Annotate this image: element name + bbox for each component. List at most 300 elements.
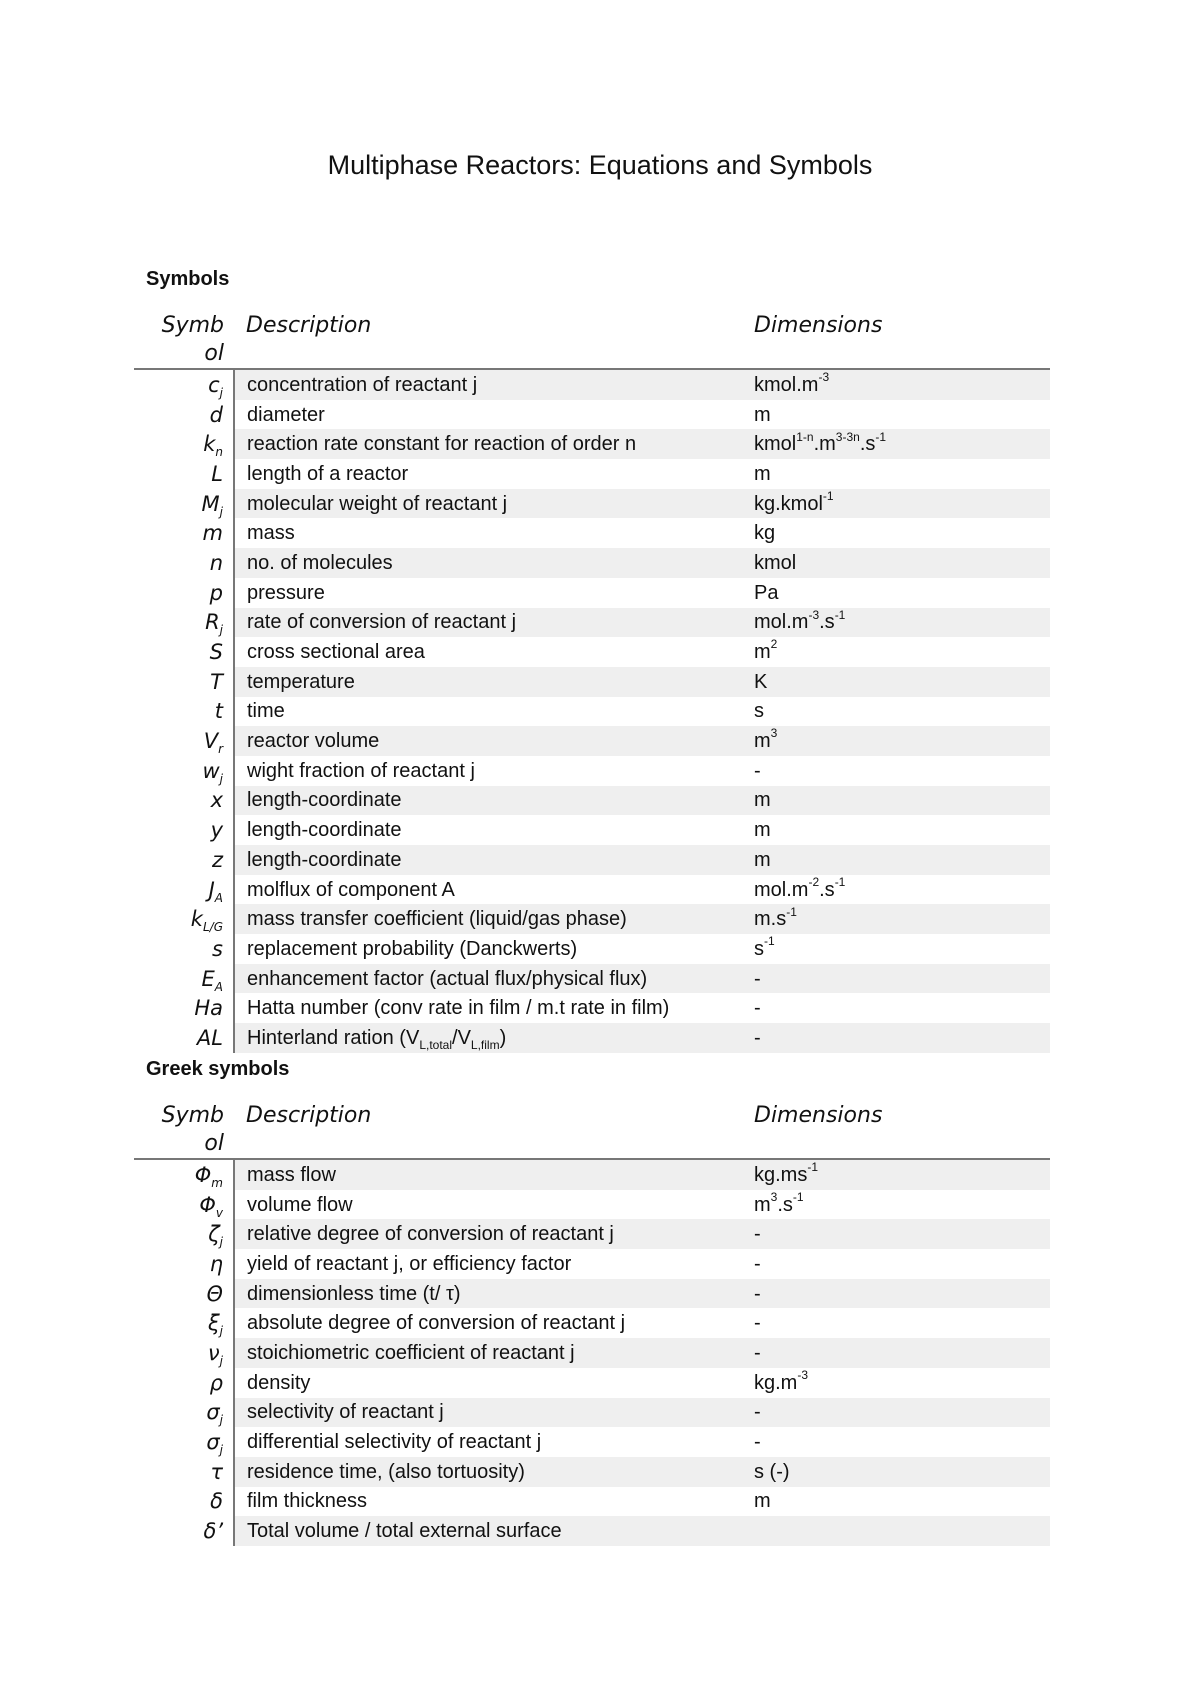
description-text: ) (499, 1026, 507, 1049)
dimension-exponent: -1 (792, 1189, 804, 1204)
dimensions-cell (742, 1308, 1050, 1338)
dimensions-cell (742, 667, 1050, 697)
description-text: temperature (247, 670, 355, 693)
description-text: differential selectivity of reactant j (247, 1431, 542, 1454)
symbol-cell (134, 578, 234, 608)
table-row (134, 1219, 1050, 1249)
description-text: no. of molecules (247, 551, 393, 574)
dimensions-cell (742, 845, 1050, 875)
dimension-text: s (754, 700, 764, 723)
description-cell (234, 1249, 742, 1279)
dimensions-cell (742, 964, 1050, 994)
description-cell (234, 934, 742, 964)
symbol-cell (134, 1338, 234, 1368)
symbol-cell (134, 904, 234, 934)
symbol-text: ρ (209, 1370, 223, 1395)
symbol-text: E (201, 966, 215, 991)
dimensions-cell (742, 548, 1050, 578)
description-cell (234, 369, 742, 400)
symbol-text: T (210, 669, 223, 694)
dimensions-cell (742, 1249, 1050, 1279)
symbol-text: k (203, 432, 216, 457)
table-row (134, 786, 1050, 816)
table-row (134, 400, 1050, 430)
symbols-heading: Symbols (146, 268, 230, 290)
dimensions-cell (742, 1516, 1050, 1546)
dimensions-cell (742, 459, 1050, 489)
description-cell (234, 400, 742, 430)
description-text: length of a reactor (247, 462, 409, 485)
dimension-text: m (754, 819, 771, 842)
dimensions-cell (742, 934, 1050, 964)
symbol-text: n (209, 550, 223, 575)
description-cell (234, 993, 742, 1023)
table-row (134, 904, 1050, 934)
description-cell (234, 637, 742, 667)
table-row (134, 1427, 1050, 1457)
dimension-text: m (754, 403, 771, 426)
dimension-text: .s (859, 433, 876, 456)
table-row (134, 875, 1050, 905)
symbol-text: τ (210, 1459, 223, 1484)
page-title: Multiphase Reactors: Equations and Symbols (327, 150, 873, 180)
dimension-text: m (754, 641, 771, 664)
greek-symbols-heading: Greek symbols (146, 1058, 290, 1080)
dimensions-cell (742, 1279, 1050, 1309)
symbol-cell (134, 1487, 234, 1517)
symbol-cell (134, 845, 234, 875)
description-cell (234, 1516, 742, 1546)
description-cell (234, 875, 742, 905)
description-text: concentration of reactant j (247, 373, 478, 396)
symbol-subscript: j (219, 1413, 223, 1428)
symbol-subscript: A (214, 979, 223, 994)
dimension-text: - (754, 1431, 761, 1454)
symbol-cell (134, 1249, 234, 1279)
symbol-subscript: j (219, 1324, 223, 1339)
description-text: pressure (247, 581, 325, 604)
description-text: Total volume / total external surface (247, 1520, 562, 1543)
symbol-text: Φ (194, 1162, 212, 1187)
dimension-text: - (754, 1341, 761, 1364)
description-text: volume flow (247, 1193, 353, 1216)
dimension-exponent: -3 (797, 1368, 809, 1382)
dimension-text: - (754, 997, 761, 1020)
description-text: enhancement factor (actual flux/physical flux) (247, 967, 648, 990)
symbol-text: Φ (199, 1192, 216, 1217)
description-text: residence time, (also tortuosity) (247, 1460, 525, 1483)
dimension-text: s (-) (754, 1460, 790, 1483)
symbol-cell (134, 1368, 234, 1398)
description-text: dimensionless time (t/ τ) (247, 1282, 461, 1305)
symbol-text: ν (207, 1340, 220, 1365)
description-cell (234, 429, 742, 459)
description-text: length-coordinate (247, 848, 402, 871)
symbol-subscript: j (219, 771, 223, 786)
table-row (134, 518, 1050, 548)
dimensions-cell (742, 1487, 1050, 1517)
symbol-text: AL (196, 1025, 223, 1050)
symbol-cell (134, 489, 234, 519)
symbol-subscript: m (211, 1176, 223, 1191)
symbol-text: M (201, 491, 220, 516)
dimensions-cell (742, 1023, 1050, 1053)
description-cell (234, 904, 742, 934)
table-row (134, 964, 1050, 994)
description-cell (234, 786, 742, 816)
dimension-exponent: -1 (786, 904, 797, 919)
symbol-text: y (210, 818, 223, 843)
symbol-text: x (210, 788, 223, 813)
symbol-text: ξ (207, 1311, 220, 1336)
dimensions-cell (742, 786, 1050, 816)
description-cell (234, 1279, 742, 1309)
symbol-cell (134, 1159, 234, 1190)
table-row (134, 489, 1050, 519)
description-text: stoichiometric coefficient of reactant j (247, 1341, 575, 1364)
table-row (134, 726, 1050, 756)
dimension-text: m (754, 789, 771, 812)
symbol-text: ζ (208, 1222, 220, 1247)
header-description: Description (246, 1103, 372, 1128)
table-row (134, 1398, 1050, 1428)
table-row (134, 1516, 1050, 1546)
description-text: absolute degree of conversion of reactant j (247, 1312, 626, 1335)
description-text: reaction rate constant for reaction of order n (247, 433, 637, 456)
symbol-subscript: L/G (202, 920, 223, 935)
symbol-cell (134, 756, 234, 786)
symbol-cell (134, 518, 234, 548)
description-subscript: L,total (419, 1037, 453, 1052)
description-text: rate of conversion of reactant j (247, 611, 517, 634)
symbol-text: σ (206, 1430, 220, 1455)
header-description: Description (246, 313, 372, 338)
description-subscript: L,film (470, 1037, 500, 1052)
symbol-cell (134, 369, 234, 400)
symbol-cell (134, 964, 234, 994)
dimensions-cell (742, 608, 1050, 638)
symbol-text: η (209, 1251, 223, 1276)
dimension-exponent: -1 (822, 488, 834, 503)
symbol-text: δ (210, 1489, 223, 1514)
table-row (134, 934, 1050, 964)
symbol-cell (134, 1279, 234, 1309)
dimension-text: m.s (754, 908, 787, 931)
greek-table-header (134, 1102, 1050, 1159)
description-text: diameter (247, 403, 325, 426)
description-cell (234, 845, 742, 875)
symbol-subscript: j (219, 1235, 223, 1250)
table-row (134, 608, 1050, 638)
description-cell (234, 726, 742, 756)
dimension-text: m (754, 730, 771, 753)
symbol-cell (134, 459, 234, 489)
dimension-text: kmol (754, 433, 797, 456)
description-cell (234, 1190, 742, 1220)
symbol-cell (134, 934, 234, 964)
description-cell (234, 1159, 742, 1190)
description-cell (234, 1338, 742, 1368)
dimension-text: - (754, 1223, 761, 1246)
table-row (134, 578, 1050, 608)
symbol-text: δ’ (203, 1519, 223, 1544)
table-row (134, 1190, 1050, 1220)
dimension-exponent: -1 (875, 429, 887, 444)
description-text: wight fraction of reactant j (247, 759, 475, 782)
description-text: mass flow (247, 1163, 336, 1186)
description-text: length-coordinate (247, 789, 402, 812)
dimensions-cell (742, 429, 1050, 459)
dimensions-cell (742, 578, 1050, 608)
dimension-text: Pa (754, 581, 779, 604)
table-row (134, 993, 1050, 1023)
dimensions-cell (742, 993, 1050, 1023)
dimension-text: m (754, 462, 771, 485)
table-row (134, 756, 1050, 786)
dimension-text: - (754, 1401, 761, 1424)
symbol-text: s (212, 936, 223, 961)
symbol-text: t (214, 699, 223, 724)
dimension-text: - (754, 1252, 761, 1275)
symbol-subscript: j (219, 623, 223, 638)
symbol-subscript: j (219, 386, 223, 401)
header-dimensions: Dimensions (754, 1103, 883, 1128)
dimensions-cell (742, 369, 1050, 400)
dimension-exponent: 2 (770, 637, 778, 652)
symbol-cell (134, 1427, 234, 1457)
symbol-subscript: j (219, 504, 223, 519)
description-cell (234, 667, 742, 697)
dimension-text: kg.m (754, 1371, 798, 1394)
symbol-text: Θ (206, 1281, 223, 1306)
dimensions-cell (742, 489, 1050, 519)
description-text: Hatta number (conv rate in film / m.t rate in film) (247, 997, 670, 1020)
dimension-exponent: -2 (808, 874, 820, 889)
description-cell (234, 1398, 742, 1428)
dimension-text: .s (819, 611, 835, 634)
dimensions-cell (742, 904, 1050, 934)
dimension-text: .s (777, 1193, 793, 1216)
description-text: Hinterland ration (V (247, 1026, 420, 1049)
description-text: cross sectional area (247, 641, 425, 664)
symbol-cell (134, 1308, 234, 1338)
symbols-table-header (134, 312, 1050, 369)
symbol-cell (134, 993, 234, 1023)
dimension-text: .s (819, 878, 835, 901)
symbol-text: p (209, 580, 223, 605)
dimension-text: - (754, 1312, 761, 1335)
table-row (134, 459, 1050, 489)
dimension-text: m (754, 1490, 771, 1513)
description-cell (234, 1219, 742, 1249)
description-text: density (247, 1371, 311, 1394)
symbols-table-body (134, 369, 1050, 1053)
dimensions-cell (742, 1219, 1050, 1249)
description-text: mass transfer coefficient (liquid/gas phase) (247, 908, 627, 931)
symbol-text: c (208, 372, 220, 397)
symbol-text: w (202, 758, 220, 783)
description-cell (234, 964, 742, 994)
dimension-text: K (754, 670, 768, 693)
symbol-text: S (209, 640, 223, 665)
table-row (134, 1338, 1050, 1368)
dimension-exponent: -1 (834, 874, 846, 889)
symbol-subscript: v (215, 1205, 223, 1220)
symbol-text: R (205, 610, 220, 635)
description-cell (234, 697, 742, 727)
dimensions-cell (742, 1427, 1050, 1457)
symbol-cell (134, 1457, 234, 1487)
dimension-text: mol.m (754, 611, 809, 634)
description-cell (234, 608, 742, 638)
symbol-cell (134, 1516, 234, 1546)
symbol-text: J (208, 877, 215, 902)
symbol-text: d (209, 402, 223, 427)
symbol-cell (134, 637, 234, 667)
symbol-cell (134, 697, 234, 727)
dimension-text: mol.m (754, 878, 809, 901)
description-cell (234, 756, 742, 786)
dimensions-cell (742, 1398, 1050, 1428)
description-cell (234, 459, 742, 489)
dimension-text: m (754, 848, 771, 871)
description-cell (234, 1308, 742, 1338)
symbol-text: V (203, 729, 219, 754)
symbol-text: k (190, 907, 203, 932)
dimension-exponent: 1-n (796, 429, 814, 444)
symbol-cell (134, 667, 234, 697)
symbol-cell (134, 400, 234, 430)
description-cell (234, 1487, 742, 1517)
dimension-text: s (754, 937, 764, 960)
header-symbol: Symb ol (161, 1103, 224, 1156)
description-text: reactor volume (247, 730, 380, 753)
symbol-text: Ha (194, 996, 223, 1021)
dimension-exponent: 3 (770, 1189, 778, 1204)
dimension-text: kmol (754, 551, 797, 574)
symbol-subscript: A (214, 890, 223, 905)
table-row (134, 1279, 1050, 1309)
dimension-text: m (754, 1193, 771, 1216)
dimensions-cell (742, 697, 1050, 727)
dimension-exponent: -1 (834, 607, 846, 622)
table-row (134, 1023, 1050, 1053)
symbol-cell (134, 786, 234, 816)
dimensions-cell (742, 1368, 1050, 1398)
symbols-table (134, 312, 1050, 1053)
symbol-subscript: j (219, 1443, 223, 1458)
dimension-text: kg.kmol (754, 492, 823, 515)
table-row (134, 1249, 1050, 1279)
table-row (134, 548, 1050, 578)
table-row (134, 1308, 1050, 1338)
dimension-text: kg.ms (754, 1163, 808, 1186)
symbol-cell (134, 548, 234, 578)
description-cell (234, 518, 742, 548)
symbol-cell (134, 1398, 234, 1428)
header-symbol: Symb ol (161, 313, 224, 366)
description-text: film thickness (247, 1490, 368, 1513)
description-cell (234, 1368, 742, 1398)
dimension-exponent: 3-3n (835, 429, 860, 444)
dimension-exponent: 3 (770, 726, 778, 741)
description-text: molecular weight of reactant j (247, 492, 508, 515)
description-text: time (247, 700, 285, 723)
symbol-subscript: j (219, 1354, 223, 1369)
dimensions-cell (742, 815, 1050, 845)
dimensions-cell (742, 518, 1050, 548)
description-cell (234, 489, 742, 519)
dimension-text: - (754, 1282, 761, 1305)
symbol-text: z (211, 847, 223, 872)
description-text: yield of reactant j, or efficiency factor (247, 1252, 572, 1275)
header-dimensions: Dimensions (754, 313, 883, 338)
dimensions-cell (742, 1159, 1050, 1190)
dimension-text: - (754, 1026, 761, 1049)
table-row (134, 1487, 1050, 1517)
dimension-text: - (754, 967, 761, 990)
symbol-cell (134, 429, 234, 459)
dimensions-cell (742, 1338, 1050, 1368)
description-text: /V (452, 1026, 471, 1049)
table-row (134, 697, 1050, 727)
description-text: length-coordinate (247, 819, 402, 842)
symbol-cell (134, 1219, 234, 1249)
symbol-cell (134, 608, 234, 638)
dimensions-cell (742, 637, 1050, 667)
dimensions-cell (742, 726, 1050, 756)
dimension-exponent: -3 (808, 607, 820, 622)
description-cell (234, 578, 742, 608)
table-row (134, 369, 1050, 400)
symbol-cell (134, 815, 234, 845)
dimensions-cell (742, 875, 1050, 905)
description-cell (234, 1023, 742, 1053)
table-row (134, 1159, 1050, 1190)
table-row (134, 429, 1050, 459)
description-text: molflux of component A (247, 878, 455, 901)
dimension-exponent: -1 (764, 934, 775, 949)
table-row (134, 845, 1050, 875)
description-text: mass (247, 522, 295, 545)
dimensions-cell (742, 1190, 1050, 1220)
symbol-subscript: n (215, 445, 223, 460)
symbol-text: m (202, 521, 223, 546)
description-cell (234, 1427, 742, 1457)
greek-symbols-table (134, 1102, 1050, 1546)
dimensions-cell (742, 400, 1050, 430)
symbol-cell (134, 1190, 234, 1220)
dimension-text: - (754, 759, 761, 782)
description-text: replacement probability (Danckwerts) (247, 937, 578, 960)
description-cell (234, 548, 742, 578)
dimension-text: kmol.m (754, 373, 819, 396)
table-row (134, 1368, 1050, 1398)
dimensions-cell (742, 756, 1050, 786)
symbol-cell (134, 726, 234, 756)
dimension-exponent: -1 (807, 1160, 819, 1175)
table-row (134, 1457, 1050, 1487)
dimension-text: .m (813, 433, 836, 456)
greek-table-body (134, 1159, 1050, 1546)
symbol-text: σ (206, 1400, 220, 1425)
table-row (134, 637, 1050, 667)
symbol-text: L (211, 461, 223, 486)
description-text: relative degree of conversion of reactant j (247, 1223, 614, 1246)
table-row (134, 667, 1050, 697)
symbol-cell (134, 875, 234, 905)
symbol-cell (134, 1023, 234, 1053)
